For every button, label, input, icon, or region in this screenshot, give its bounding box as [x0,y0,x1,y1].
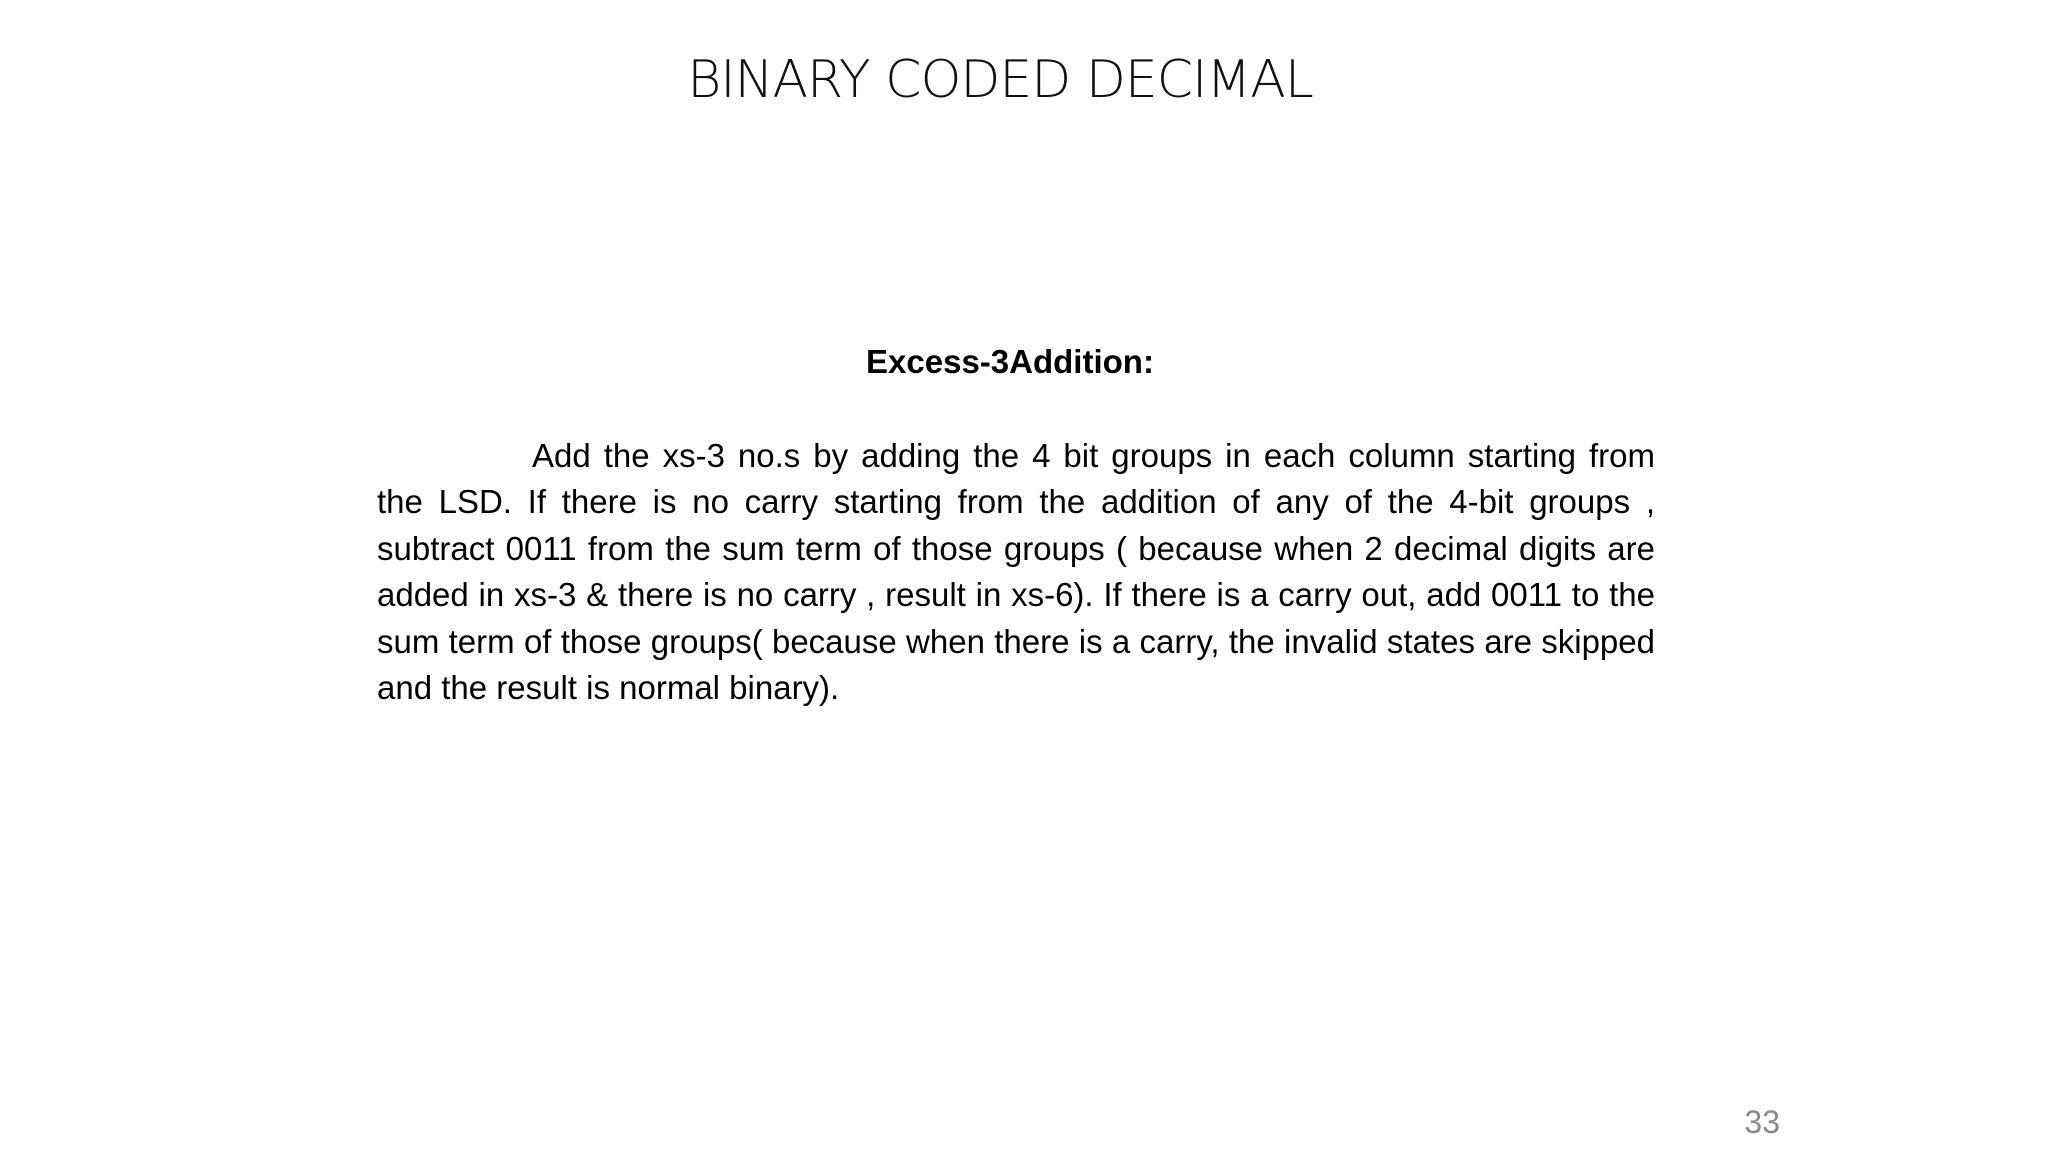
slide-title: BINARY CODED DECIMAL [687,50,1313,110]
section-heading: Excess-3Addition: [866,343,1154,380]
body-paragraph: Add the xs-3 no.s by adding the 4 bit groups in each column starting from the LSD. If there is no carry starting from the addition of any of the 4-bit groups , subtract 0011 from the sum term of those groups ( because when 2 decimal digits are added in xs-3 & there is no carry , result in xs-6). If there is a carry out, add 0011 to the sum term of those groups( because when there is a carry, the invalid states are skipped and the result is normal binary). [377,437,1655,707]
page-number: 33 [1744,1104,1780,1140]
